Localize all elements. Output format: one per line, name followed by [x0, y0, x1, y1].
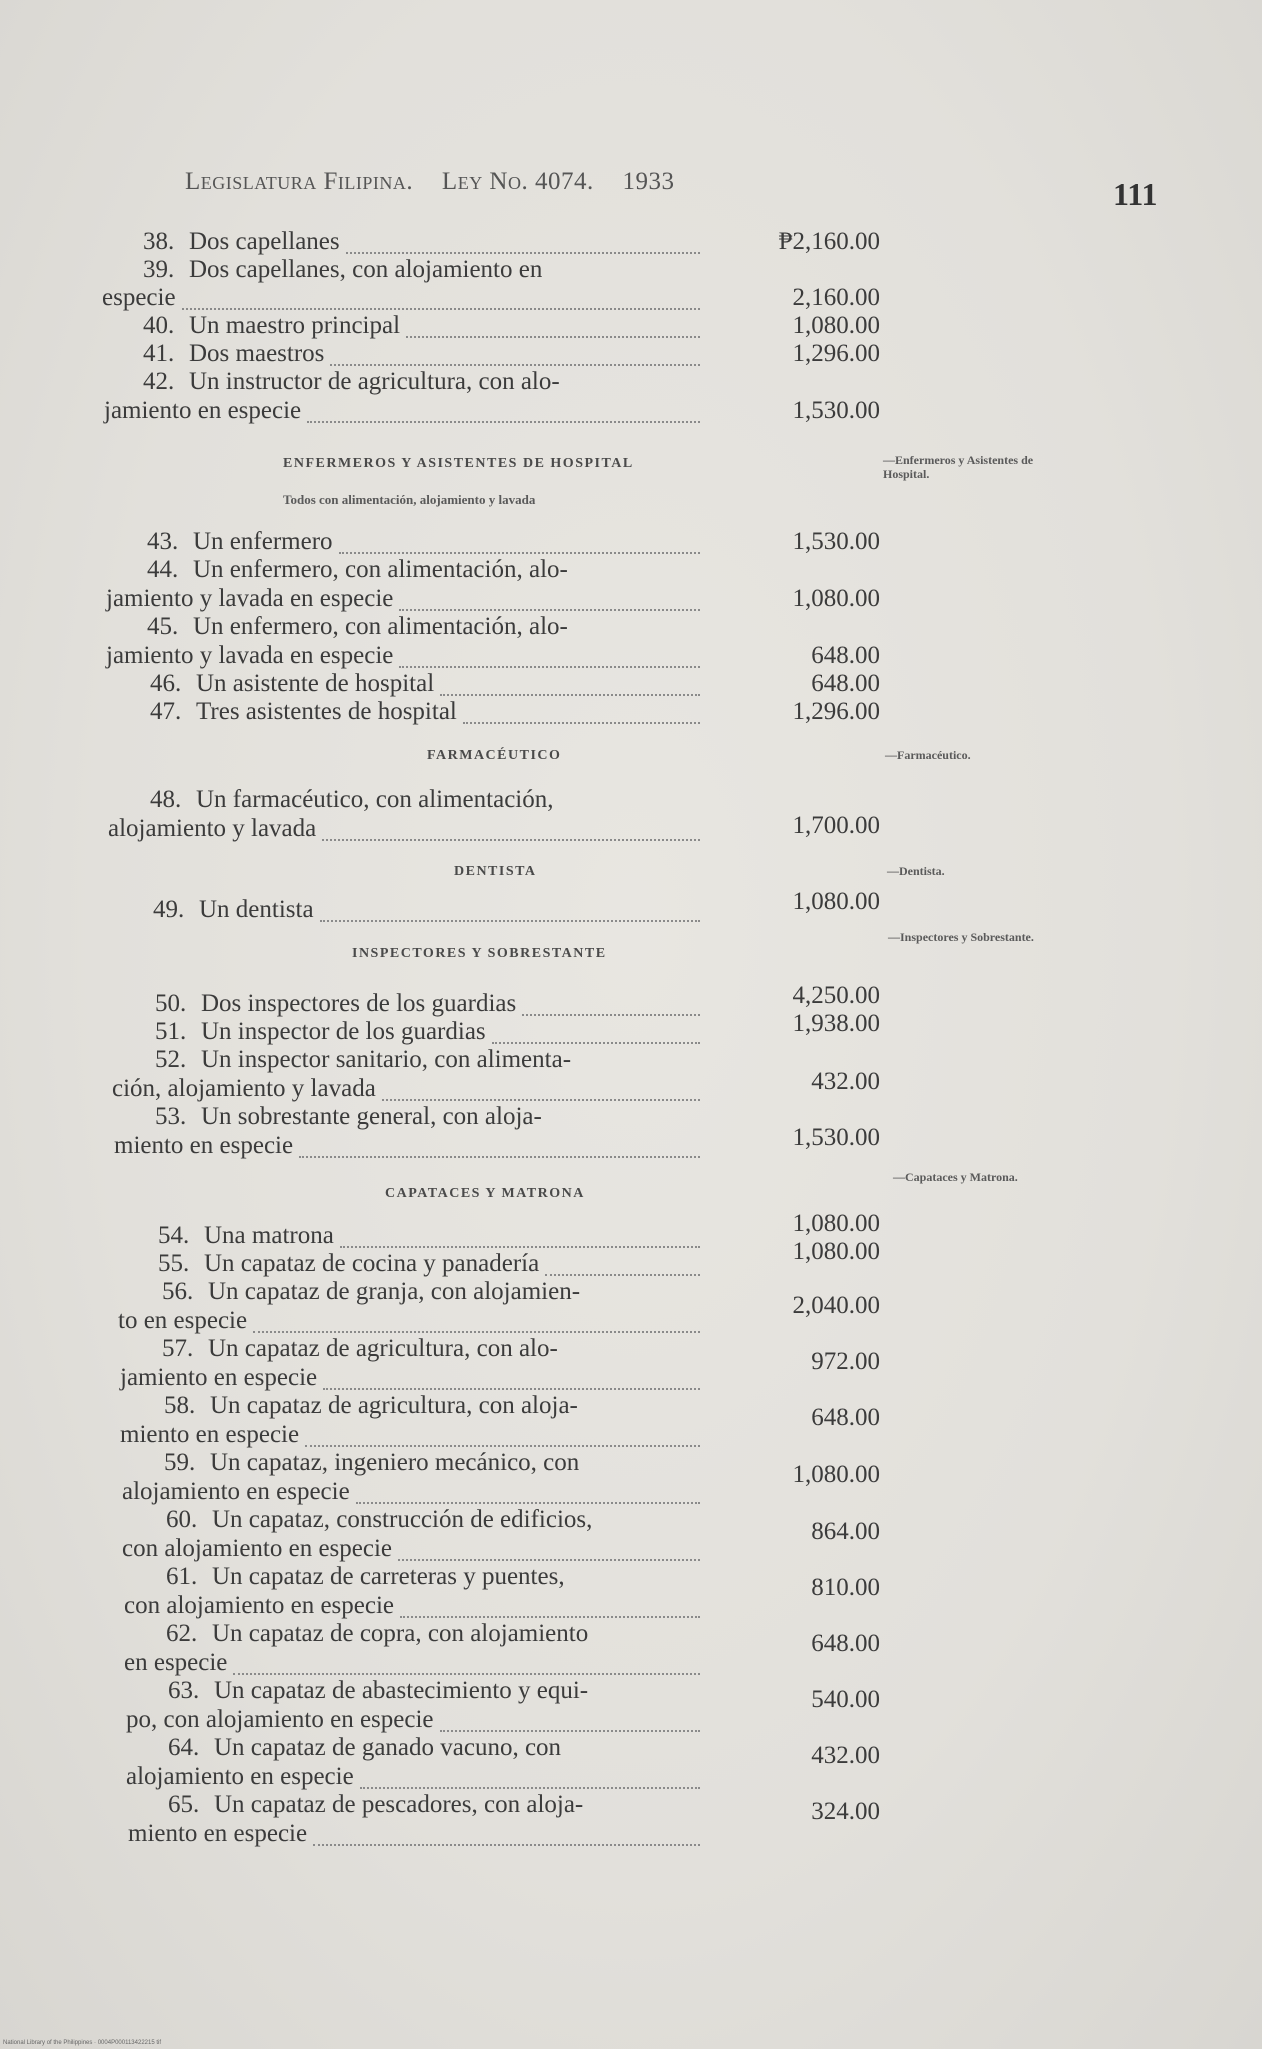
- dotted-leader: [406, 336, 700, 338]
- entry-text-continuation: po, con alojamiento en especie: [126, 1706, 434, 1733]
- entry-number: 54.: [158, 1222, 190, 1249]
- entry-amount: 648.00: [811, 1630, 880, 1657]
- entry-amount: 648.00: [811, 642, 880, 669]
- entry-amount: 1,938.00: [792, 1010, 880, 1037]
- margin-note: —Capataces y Matrona.: [893, 1170, 1018, 1184]
- entry-text: Un inspector sanitario, con alimenta-: [201, 1046, 572, 1073]
- entry-text-continuation: miento en especie: [128, 1820, 308, 1847]
- entry-text-continuation: jamiento y lavada en especie: [106, 585, 394, 612]
- entry-text-continuation: miento en especie: [120, 1421, 300, 1448]
- dotted-leader: [400, 1616, 700, 1618]
- dotted-leader: [360, 1787, 700, 1789]
- entry-amount: 972.00: [811, 1348, 880, 1375]
- dotted-leader: [399, 609, 700, 611]
- entry-text: Un enfermero, con alimentación, alo-: [193, 613, 568, 640]
- entry-number: 48.: [150, 786, 182, 813]
- entry-text: Un capataz, construcción de edificios,: [212, 1506, 593, 1533]
- entry-amount: 2,160.00: [792, 284, 880, 311]
- entry-text: Un asistente de hospital: [196, 670, 435, 697]
- entry-text: Un capataz de cocina y panadería: [204, 1250, 540, 1277]
- header-title: Legislatura Filipina.: [185, 168, 414, 195]
- entry-amount: 1,080.00: [792, 888, 880, 915]
- entry-number: 57.: [162, 1335, 194, 1362]
- dotted-leader: [339, 552, 700, 554]
- dotted-leader: [182, 308, 700, 310]
- section-heading: DENTISTA: [454, 864, 537, 879]
- running-header: [185, 168, 697, 196]
- dotted-leader: [356, 1502, 700, 1504]
- entry-text: Dos inspectores de los guardias: [201, 990, 517, 1017]
- entry-text: Un capataz de ganado vacuno, con: [214, 1734, 562, 1761]
- entry-number: 40.: [143, 312, 175, 339]
- entry-text-continuation: jamiento y lavada en especie: [106, 642, 394, 669]
- entry-text: Un capataz de copra, con alojamiento: [212, 1620, 589, 1647]
- entry-text-continuation: jamiento en especie: [104, 397, 302, 424]
- dotted-leader: [440, 1730, 700, 1732]
- entry-text-continuation: en especie: [124, 1649, 228, 1676]
- entry-number: 45.: [147, 613, 179, 640]
- dotted-leader: [313, 1844, 700, 1846]
- dotted-leader: [323, 1388, 700, 1390]
- entry-text: Un capataz de pescadores, con aloja-: [214, 1791, 584, 1818]
- entry-number: 61.: [166, 1563, 198, 1590]
- entry-number: 38.: [143, 228, 175, 255]
- dotted-leader: [305, 1445, 700, 1447]
- entry-text: Un maestro principal: [189, 312, 401, 339]
- dotted-leader: [463, 722, 700, 724]
- entry-amount: 1,530.00: [792, 1124, 880, 1151]
- dotted-leader: [299, 1156, 700, 1158]
- entry-number: 43.: [147, 528, 179, 555]
- entry-amount: 4,250.00: [792, 982, 880, 1009]
- entry-text-continuation: miento en especie: [114, 1132, 294, 1159]
- entry-number: 62.: [166, 1620, 198, 1647]
- entry-text: Dos capellanes: [189, 228, 340, 255]
- entry-amount: 1,296.00: [792, 340, 880, 367]
- dotted-leader: [440, 694, 700, 696]
- page-number: 111: [1113, 176, 1158, 212]
- entry-amount: 1,530.00: [792, 528, 880, 555]
- entry-text: Un farmacéutico, con alimentación,: [196, 786, 554, 813]
- entry-amount: 1,080.00: [792, 585, 880, 612]
- section-heading: INSPECTORES Y SOBRESTANTE: [352, 946, 607, 961]
- entry-amount: 648.00: [811, 1404, 880, 1431]
- entry-amount: 1,080.00: [792, 1210, 880, 1237]
- entry-number: 52.: [155, 1046, 187, 1073]
- dotted-leader: [522, 1014, 700, 1016]
- entry-text-continuation: ción, alojamiento y lavada: [112, 1075, 376, 1102]
- entry-text: Tres asistentes de hospital: [196, 698, 457, 725]
- entry-text: Un capataz de agricultura, con alo-: [208, 1335, 558, 1362]
- entry-amount: 1,700.00: [792, 812, 880, 839]
- entry-amount: 864.00: [811, 1518, 880, 1545]
- dotted-leader: [330, 364, 700, 366]
- entry-text: Dos maestros: [189, 340, 325, 367]
- entry-amount: 810.00: [811, 1574, 880, 1601]
- margin-note: —Inspectores y Sobrestante.: [888, 930, 1034, 944]
- entry-amount: 1,080.00: [792, 312, 880, 339]
- entry-number: 56.: [162, 1278, 194, 1305]
- header-law: Ley No. 4074.: [441, 168, 594, 195]
- dotted-leader: [399, 666, 700, 668]
- dotted-leader: [492, 1042, 700, 1044]
- entry-amount: 324.00: [811, 1798, 880, 1825]
- dotted-leader: [346, 252, 700, 254]
- entry-number: 60.: [166, 1506, 198, 1533]
- entry-number: 42.: [143, 368, 175, 395]
- entry-text: Un capataz de agricultura, con aloja-: [210, 1392, 578, 1419]
- section-subheading: Todos con alimentación, alojamiento y lavada: [283, 492, 536, 507]
- entry-amount: 1,530.00: [792, 397, 880, 424]
- entry-text-continuation: alojamiento en especie: [122, 1478, 350, 1505]
- section-heading: FARMACÉUTICO: [427, 748, 562, 763]
- entry-number: 63.: [168, 1677, 200, 1704]
- entry-number: 58.: [164, 1392, 196, 1419]
- entry-text: Un dentista: [199, 896, 314, 923]
- scan-footer: National Library of the Philippines · 0004P000113422215 tif: [3, 2040, 161, 2046]
- entry-text-continuation: con alojamiento en especie: [122, 1535, 393, 1562]
- entry-number: 51.: [155, 1018, 187, 1045]
- entry-number: 47.: [150, 698, 182, 725]
- entry-amount: 648.00: [811, 670, 880, 697]
- dotted-leader: [382, 1099, 700, 1101]
- entry-number: 39.: [143, 256, 175, 283]
- dotted-leader: [307, 421, 700, 423]
- dotted-leader: [340, 1246, 700, 1248]
- margin-note: —Enfermeros y Asistentes de Hospital.: [883, 453, 1034, 481]
- margin-note: —Farmacéutico.: [885, 748, 971, 762]
- entry-number: 41.: [143, 340, 175, 367]
- entry-text: Un capataz de carreteras y puentes,: [212, 1563, 565, 1590]
- entry-text: Un capataz de abastecimiento y equi-: [214, 1677, 589, 1704]
- entry-text: Un enfermero: [193, 528, 333, 555]
- entry-text: Un capataz de granja, con alojamien-: [208, 1278, 581, 1305]
- entry-number: 55.: [158, 1250, 190, 1277]
- entry-text-continuation: jamiento en especie: [120, 1364, 318, 1391]
- entry-text-continuation: alojamiento y lavada: [108, 815, 317, 842]
- dotted-leader: [545, 1274, 700, 1276]
- dotted-leader: [253, 1331, 700, 1333]
- entry-amount: 2,040.00: [792, 1292, 880, 1319]
- entry-number: 50.: [155, 990, 187, 1017]
- entry-text-continuation: especie: [102, 284, 176, 311]
- entry-amount: ₱2,160.00: [778, 228, 880, 255]
- entry-text: Un instructor de agricultura, con alo-: [189, 368, 560, 395]
- entry-number: 53.: [155, 1103, 187, 1130]
- entry-text: Un sobrestante general, con aloja-: [201, 1103, 542, 1130]
- margin-note: —Dentista.: [887, 864, 945, 878]
- entry-text: Una matrona: [204, 1222, 334, 1249]
- dotted-leader: [322, 839, 700, 841]
- entry-text-continuation: alojamiento en especie: [126, 1763, 354, 1790]
- entry-text-continuation: con alojamiento en especie: [124, 1592, 395, 1619]
- entry-number: 64.: [168, 1734, 200, 1761]
- entry-number: 49.: [153, 896, 185, 923]
- entry-number: 44.: [147, 556, 179, 583]
- entry-amount: 432.00: [811, 1742, 880, 1769]
- entry-amount: 1,080.00: [792, 1238, 880, 1265]
- entry-amount: 432.00: [811, 1068, 880, 1095]
- entry-text: Un inspector de los guardias: [201, 1018, 486, 1045]
- entry-number: 59.: [164, 1449, 196, 1476]
- entry-amount: 1,080.00: [792, 1461, 880, 1488]
- entry-amount: 1,296.00: [792, 698, 880, 725]
- entry-number: 46.: [150, 670, 182, 697]
- entry-text: Un enfermero, con alimentación, alo-: [193, 556, 568, 583]
- dotted-leader: [233, 1673, 700, 1675]
- header-year: 1933: [622, 168, 675, 195]
- entry-text: Un capataz, ingeniero mecánico, con: [210, 1449, 580, 1476]
- entry-number: 65.: [168, 1791, 200, 1818]
- section-heading: CAPATACES Y MATRONA: [385, 1186, 585, 1201]
- entry-text: Dos capellanes, con alojamiento en: [189, 256, 543, 283]
- entry-text-continuation: to en especie: [118, 1307, 248, 1334]
- dotted-leader: [398, 1559, 700, 1561]
- entry-amount: 540.00: [811, 1686, 880, 1713]
- section-heading: ENFERMEROS Y ASISTENTES DE HOSPITAL: [283, 456, 634, 471]
- dotted-leader: [320, 920, 700, 922]
